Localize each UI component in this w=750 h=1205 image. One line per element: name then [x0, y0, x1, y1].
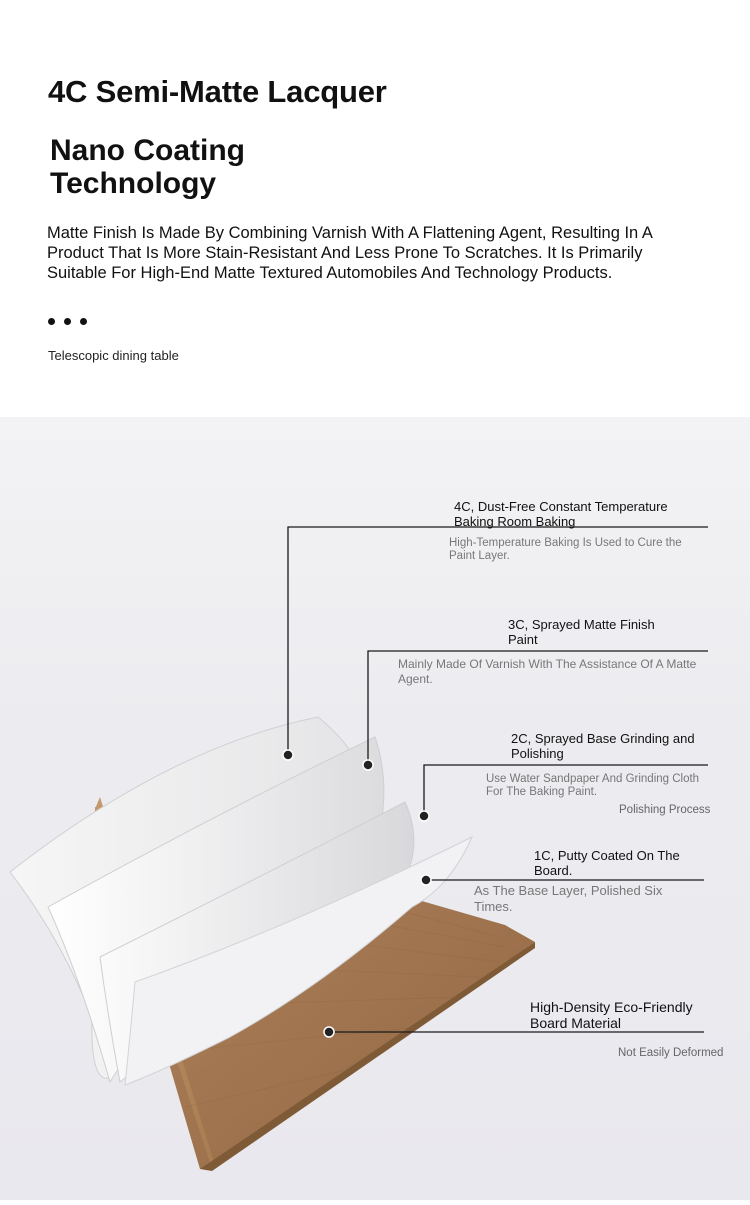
- layer-diagram: [0, 417, 750, 1200]
- layer-1c-title: 1C, Putty Coated On The Board.: [534, 848, 680, 878]
- board-title: High-Density Eco-Friendly Board Material: [530, 999, 693, 1031]
- layer-3c-title: 3C, Sprayed Matte Finish Paint: [508, 617, 655, 647]
- layer-1c-desc: As The Base Layer, Polished Six Times.: [474, 883, 663, 914]
- header-section: [0, 0, 750, 417]
- description-text: Matte Finish Is Made By Combining Varnish With A Flattening Agent, Resulting In A Product That Is More Stain-Resistant And Less Prone To Scratches. It Is Primarily Suitable For High-End Matte Textured Automobiles And Technology Products.: [47, 224, 653, 282]
- dot: [64, 318, 71, 325]
- layer-4c-title: 4C, Dust-Free Constant Temperature Baking Room Baking: [454, 499, 668, 529]
- ellipsis-icon: [48, 318, 87, 325]
- dot: [80, 318, 87, 325]
- dot: [48, 318, 55, 325]
- product-caption: Telescopic dining table: [48, 348, 179, 363]
- board-desc: Not Easily Deformed: [618, 1047, 724, 1059]
- layer-3c-desc: Mainly Made Of Varnish With The Assistance Of A Matte Agent.: [398, 657, 697, 686]
- layer-2c-extra: Polishing Process: [619, 804, 711, 816]
- page-subtitle: Nano Coating Technology: [50, 134, 245, 200]
- bottom-margin: [0, 1200, 750, 1205]
- layer-4c-desc: High-Temperature Baking Is Used to Cure the Paint Layer.: [449, 537, 682, 562]
- layer-2c-title: 2C, Sprayed Base Grinding and Polishing: [511, 731, 695, 761]
- layer-2c-desc: Use Water Sandpaper And Grinding Cloth For The Baking Paint.: [486, 773, 700, 798]
- page-title: 4C Semi-Matte Lacquer: [48, 74, 387, 109]
